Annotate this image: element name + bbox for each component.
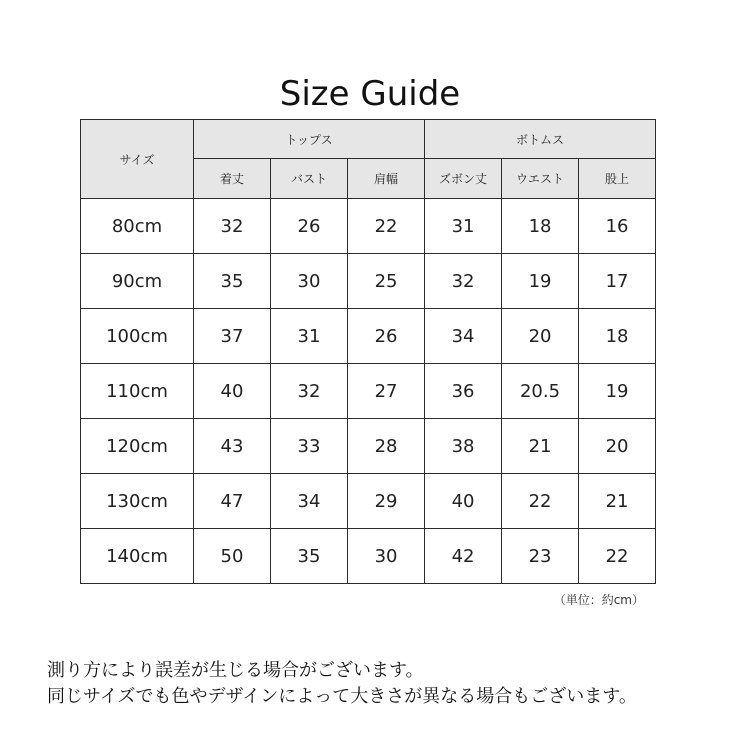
table-row xyxy=(81,419,656,474)
column-header-waist: ウエスト xyxy=(502,159,579,199)
size-cell: 100cm xyxy=(81,309,194,364)
measurement-cell: 38 xyxy=(425,419,502,474)
measurement-cell: 23 xyxy=(502,529,579,584)
measurement-cell: 18 xyxy=(502,199,579,254)
column-header-rise: 股上 xyxy=(579,159,656,199)
measurement-cell: 19 xyxy=(579,364,656,419)
measurement-cell: 33 xyxy=(271,419,348,474)
size-cell: 140cm xyxy=(81,529,194,584)
size-cell: 130cm xyxy=(81,474,194,529)
measurement-cell: 35 xyxy=(271,529,348,584)
size-column-header: サイズ xyxy=(81,120,194,199)
table-row xyxy=(81,254,656,309)
table-body xyxy=(81,199,656,584)
measurement-cell: 34 xyxy=(271,474,348,529)
measurement-cell: 22 xyxy=(502,474,579,529)
table-row xyxy=(81,199,656,254)
measurement-cell: 40 xyxy=(425,474,502,529)
note-line: 測り方により誤差が生じる場合がございます。 xyxy=(47,660,424,681)
measurement-cell: 22 xyxy=(348,199,425,254)
column-header-bust: バスト xyxy=(271,159,348,199)
measurement-cell: 28 xyxy=(348,419,425,474)
measurement-cell: 50 xyxy=(194,529,271,584)
size-table xyxy=(80,119,656,584)
size-cell: 120cm xyxy=(81,419,194,474)
size-cell: 110cm xyxy=(81,364,194,419)
unit-note: （単位：約cm） xyxy=(553,593,644,607)
measurement-cell: 29 xyxy=(348,474,425,529)
column-header-length: 着丈 xyxy=(194,159,271,199)
measurement-cell: 36 xyxy=(425,364,502,419)
note-line: 同じサイズでも色やデザインによって大きさが異なる場合もございます。 xyxy=(47,686,637,707)
table-row xyxy=(81,474,656,529)
measurement-cell: 27 xyxy=(348,364,425,419)
measurement-cell: 32 xyxy=(194,199,271,254)
measurement-cell: 43 xyxy=(194,419,271,474)
size-cell: 90cm xyxy=(81,254,194,309)
measurement-cell: 25 xyxy=(348,254,425,309)
measurement-cell: 26 xyxy=(348,309,425,364)
group-header-tops: トップス xyxy=(194,120,425,159)
measurement-cell: 21 xyxy=(579,474,656,529)
measurement-cell: 40 xyxy=(194,364,271,419)
size-cell: 80cm xyxy=(81,199,194,254)
measurement-cell: 31 xyxy=(425,199,502,254)
measurement-cell: 20 xyxy=(579,419,656,474)
measurement-cell: 32 xyxy=(271,364,348,419)
measurement-cell: 20 xyxy=(502,309,579,364)
measurement-cell: 37 xyxy=(194,309,271,364)
column-header-shoulder: 肩幅 xyxy=(348,159,425,199)
measurement-cell: 22 xyxy=(579,529,656,584)
measurement-cell: 30 xyxy=(348,529,425,584)
measurement-cell: 19 xyxy=(502,254,579,309)
measurement-cell: 18 xyxy=(579,309,656,364)
table-header-row-groups xyxy=(81,120,656,159)
table-row xyxy=(81,529,656,584)
table-row xyxy=(81,309,656,364)
measurement-cell: 26 xyxy=(271,199,348,254)
measurement-cell: 34 xyxy=(425,309,502,364)
group-header-bottoms: ボトムス xyxy=(425,120,656,159)
measurement-cell: 32 xyxy=(425,254,502,309)
notes xyxy=(47,658,637,710)
measurement-cell: 35 xyxy=(194,254,271,309)
measurement-cell: 17 xyxy=(579,254,656,309)
measurement-cell: 30 xyxy=(271,254,348,309)
column-header-pants-length: ズボン丈 xyxy=(425,159,502,199)
table-row xyxy=(81,364,656,419)
page-title: Size Guide xyxy=(279,74,461,114)
measurement-cell: 47 xyxy=(194,474,271,529)
measurement-cell: 31 xyxy=(271,309,348,364)
measurement-cell: 42 xyxy=(425,529,502,584)
measurement-cell: 20.5 xyxy=(502,364,579,419)
measurement-cell: 21 xyxy=(502,419,579,474)
measurement-cell: 16 xyxy=(579,199,656,254)
